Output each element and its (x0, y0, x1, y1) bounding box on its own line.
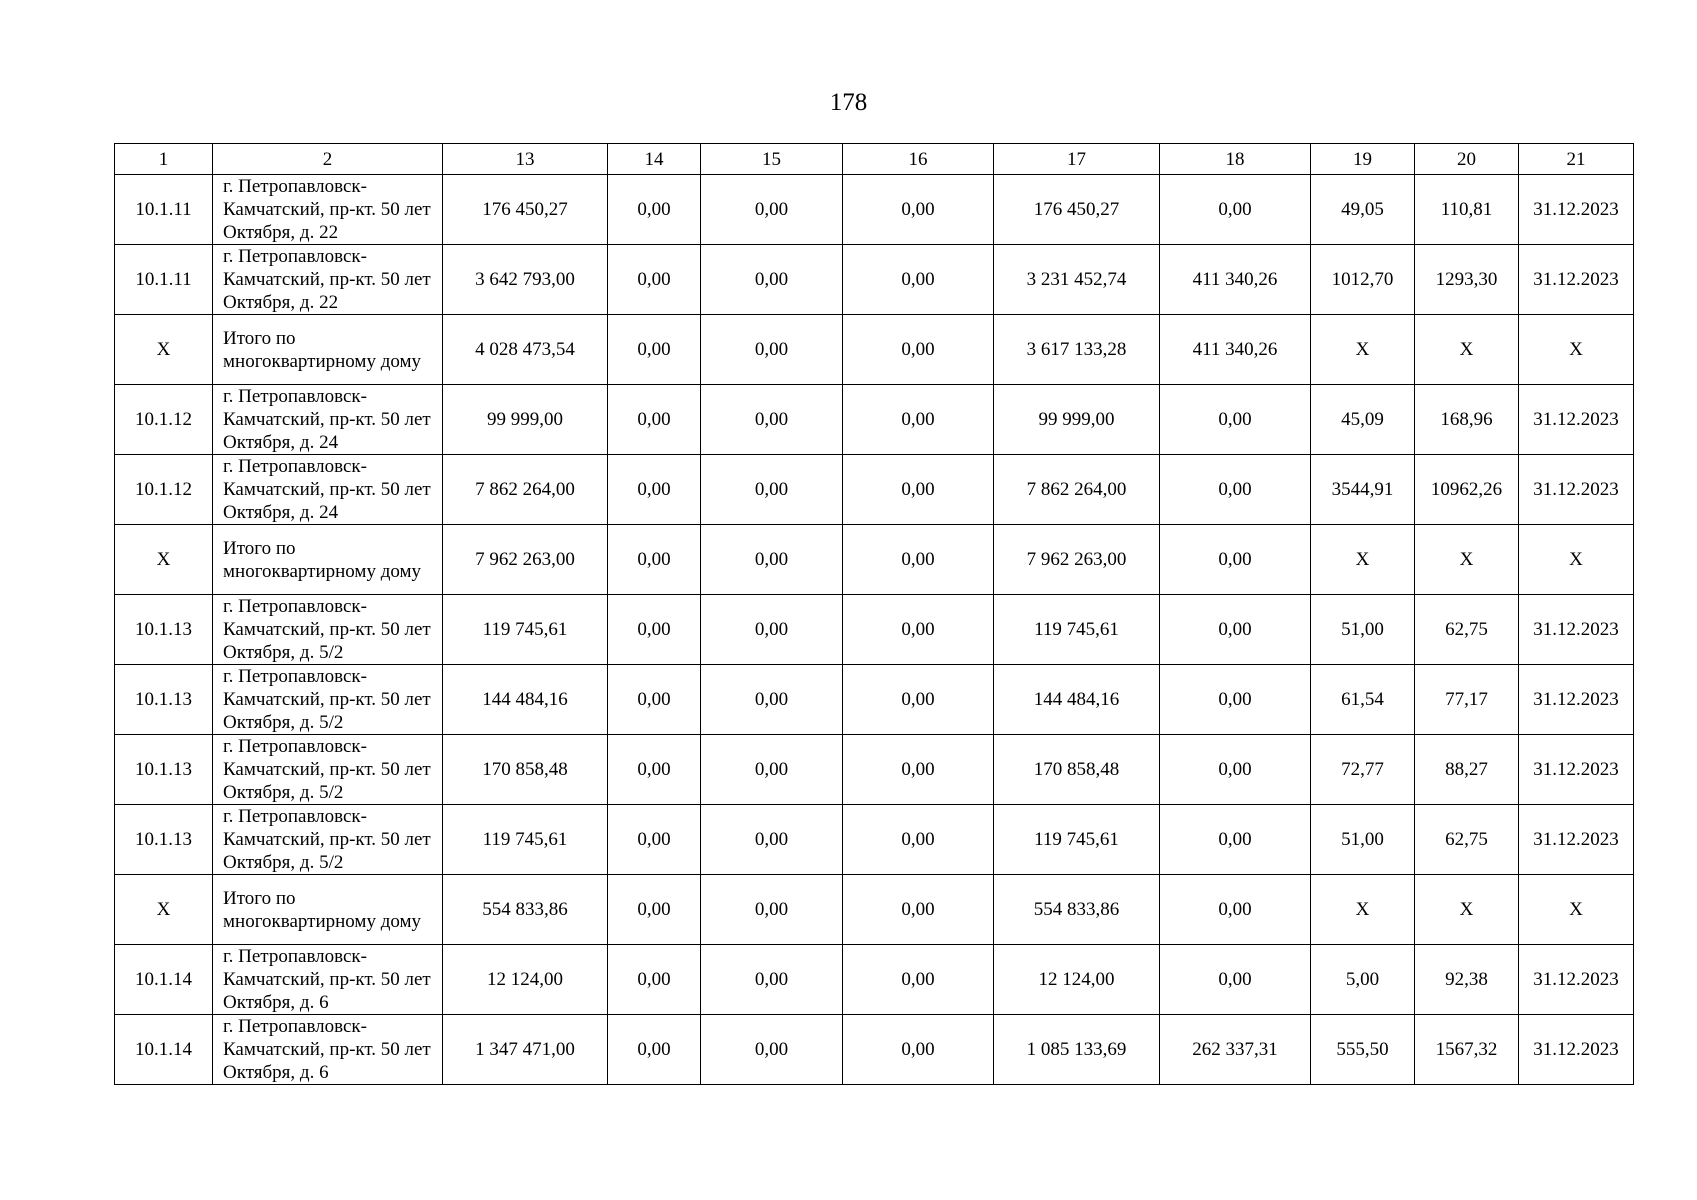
column-header: 14 (608, 144, 701, 175)
table-cell: 168,96 (1415, 385, 1519, 455)
table-cell: X (1415, 525, 1519, 595)
table-cell: 0,00 (608, 735, 701, 805)
table-cell: 0,00 (843, 665, 994, 735)
table-cell: 51,00 (1311, 595, 1415, 665)
table-cell: 31.12.2023 (1519, 385, 1634, 455)
table-cell: 49,05 (1311, 175, 1415, 245)
table-cell: 0,00 (701, 735, 843, 805)
table-cell: 10.1.11 (115, 175, 213, 245)
table-cell: 0,00 (1160, 595, 1311, 665)
table-row (115, 805, 1634, 875)
address-cell: г. Петропавловск-Камчатский, пр-кт. 50 лет Октября, д. 5/2 (213, 595, 443, 665)
table-cell: 5,00 (1311, 945, 1415, 1015)
table-row (115, 595, 1634, 665)
table-cell: 0,00 (1160, 525, 1311, 595)
table-cell: 0,00 (701, 455, 843, 525)
table-cell: 0,00 (608, 525, 701, 595)
table-cell: X (1415, 315, 1519, 385)
table-cell: 62,75 (1415, 595, 1519, 665)
table-cell: 144 484,16 (994, 665, 1160, 735)
table-row (115, 945, 1634, 1015)
table-cell: 0,00 (608, 875, 701, 945)
table-cell: 31.12.2023 (1519, 455, 1634, 525)
table-cell: 0,00 (608, 385, 701, 455)
data-table (114, 143, 1634, 1085)
table-cell: 144 484,16 (443, 665, 608, 735)
address-cell: Итого по многоквартирному дому (213, 875, 443, 945)
table-cell: 0,00 (843, 1015, 994, 1085)
table-row (115, 315, 1634, 385)
table-cell: 119 745,61 (443, 595, 608, 665)
table-cell: 4 028 473,54 (443, 315, 608, 385)
table-cell: 119 745,61 (994, 595, 1160, 665)
column-header: 1 (115, 144, 213, 175)
address-cell: г. Петропавловск-Камчатский, пр-кт. 50 лет Октября, д. 5/2 (213, 805, 443, 875)
column-header: 18 (1160, 144, 1311, 175)
table-cell: 554 833,86 (994, 875, 1160, 945)
table-cell: 0,00 (843, 735, 994, 805)
table-cell: 411 340,26 (1160, 245, 1311, 315)
table-cell: X (115, 525, 213, 595)
table-cell: X (1519, 875, 1634, 945)
table-cell: 0,00 (843, 525, 994, 595)
address-cell: Итого по многоквартирному дому (213, 315, 443, 385)
table-row (115, 665, 1634, 735)
table-cell: 0,00 (608, 595, 701, 665)
table-cell: 0,00 (608, 945, 701, 1015)
table-cell: 1 085 133,69 (994, 1015, 1160, 1085)
table-cell: 0,00 (701, 385, 843, 455)
table-cell: 0,00 (843, 315, 994, 385)
table-cell: 411 340,26 (1160, 315, 1311, 385)
table-cell: 0,00 (701, 805, 843, 875)
table-cell: 7 862 264,00 (443, 455, 608, 525)
table-row (115, 1015, 1634, 1085)
table-cell: 3544,91 (1311, 455, 1415, 525)
table-row (115, 525, 1634, 595)
address-cell: г. Петропавловск-Камчатский, пр-кт. 50 лет Октября, д. 22 (213, 245, 443, 315)
table-cell: 31.12.2023 (1519, 665, 1634, 735)
address-cell: г. Петропавловск-Камчатский, пр-кт. 50 лет Октября, д. 5/2 (213, 735, 443, 805)
table-row (115, 455, 1634, 525)
table-row (115, 735, 1634, 805)
table-cell: X (1311, 315, 1415, 385)
table-cell: 72,77 (1311, 735, 1415, 805)
table-cell: 0,00 (608, 315, 701, 385)
table-cell: 0,00 (608, 175, 701, 245)
column-header: 17 (994, 144, 1160, 175)
column-header: 19 (1311, 144, 1415, 175)
table-cell: 0,00 (608, 805, 701, 875)
table-cell: 77,17 (1415, 665, 1519, 735)
table-row (115, 175, 1634, 245)
table-cell: X (115, 875, 213, 945)
table-cell: 0,00 (1160, 665, 1311, 735)
table-cell: 10.1.13 (115, 665, 213, 735)
table-cell: 0,00 (608, 245, 701, 315)
table-cell: 119 745,61 (443, 805, 608, 875)
table-cell: X (115, 315, 213, 385)
table-cell: 88,27 (1415, 735, 1519, 805)
table-cell: 0,00 (1160, 385, 1311, 455)
table-cell: 0,00 (1160, 945, 1311, 1015)
table-cell: 0,00 (701, 175, 843, 245)
column-header: 13 (443, 144, 608, 175)
table-cell: 31.12.2023 (1519, 175, 1634, 245)
table-cell: 10.1.13 (115, 735, 213, 805)
table-cell: 10.1.11 (115, 245, 213, 315)
table-cell: 176 450,27 (994, 175, 1160, 245)
table-cell: 176 450,27 (443, 175, 608, 245)
table-cell: 31.12.2023 (1519, 1015, 1634, 1085)
address-cell: г. Петропавловск-Камчатский, пр-кт. 50 лет Октября, д. 24 (213, 385, 443, 455)
table-cell: 10.1.14 (115, 1015, 213, 1085)
table-cell: 1293,30 (1415, 245, 1519, 315)
column-header: 2 (213, 144, 443, 175)
address-cell: г. Петропавловск-Камчатский, пр-кт. 50 лет Октября, д. 5/2 (213, 665, 443, 735)
address-cell: г. Петропавловск-Камчатский, пр-кт. 50 лет Октября, д. 6 (213, 1015, 443, 1085)
table-cell: 62,75 (1415, 805, 1519, 875)
table-cell: 7 962 263,00 (994, 525, 1160, 595)
table-cell: 262 337,31 (1160, 1015, 1311, 1085)
address-cell: г. Петропавловск-Камчатский, пр-кт. 50 лет Октября, д. 22 (213, 175, 443, 245)
table-cell: 61,54 (1311, 665, 1415, 735)
table-cell: X (1311, 525, 1415, 595)
table-cell: 1012,70 (1311, 245, 1415, 315)
table-cell: 31.12.2023 (1519, 805, 1634, 875)
table-cell: 0,00 (1160, 875, 1311, 945)
table-cell: 0,00 (1160, 805, 1311, 875)
table-cell: 31.12.2023 (1519, 245, 1634, 315)
table-cell: 1 347 471,00 (443, 1015, 608, 1085)
table-cell: 0,00 (701, 1015, 843, 1085)
table-cell: 99 999,00 (443, 385, 608, 455)
address-cell: г. Петропавловск-Камчатский, пр-кт. 50 лет Октября, д. 24 (213, 455, 443, 525)
table-cell: 31.12.2023 (1519, 595, 1634, 665)
table-cell: 554 833,86 (443, 875, 608, 945)
table-cell: X (1311, 875, 1415, 945)
table-cell: 0,00 (843, 875, 994, 945)
table-cell: 7 862 264,00 (994, 455, 1160, 525)
table-cell: 0,00 (1160, 175, 1311, 245)
table-cell: 0,00 (843, 385, 994, 455)
table-cell: 0,00 (843, 805, 994, 875)
table-cell: 99 999,00 (994, 385, 1160, 455)
table-cell: 92,38 (1415, 945, 1519, 1015)
table-cell: 3 617 133,28 (994, 315, 1160, 385)
table-cell: 0,00 (843, 245, 994, 315)
table-cell: 0,00 (843, 945, 994, 1015)
table-cell: 170 858,48 (994, 735, 1160, 805)
table-row (115, 245, 1634, 315)
table-cell: 0,00 (1160, 455, 1311, 525)
table-cell: X (1519, 525, 1634, 595)
table-body (115, 175, 1634, 1085)
table-cell: 0,00 (843, 595, 994, 665)
table-cell: X (1415, 875, 1519, 945)
table-cell: 0,00 (701, 525, 843, 595)
address-cell: г. Петропавловск-Камчатский, пр-кт. 50 лет Октября, д. 6 (213, 945, 443, 1015)
table-cell: 3 231 452,74 (994, 245, 1160, 315)
table-cell: 0,00 (608, 1015, 701, 1085)
table-cell: 0,00 (843, 175, 994, 245)
table-cell: 45,09 (1311, 385, 1415, 455)
column-header: 21 (1519, 144, 1634, 175)
table-cell: 0,00 (1160, 735, 1311, 805)
column-header: 20 (1415, 144, 1519, 175)
table-cell: 12 124,00 (994, 945, 1160, 1015)
page-number: 178 (829, 89, 868, 116)
table-cell: 10.1.13 (115, 595, 213, 665)
table-cell: 7 962 263,00 (443, 525, 608, 595)
table-cell: 10.1.12 (115, 455, 213, 525)
column-header: 15 (701, 144, 843, 175)
table-cell: 51,00 (1311, 805, 1415, 875)
table-cell: 31.12.2023 (1519, 735, 1634, 805)
table-cell: 3 642 793,00 (443, 245, 608, 315)
table-cell: 0,00 (701, 945, 843, 1015)
table-cell: 10.1.12 (115, 385, 213, 455)
table-cell: 555,50 (1311, 1015, 1415, 1085)
table-cell: 0,00 (608, 455, 701, 525)
table-row (115, 875, 1634, 945)
table-cell: 31.12.2023 (1519, 945, 1634, 1015)
address-cell: Итого по многоквартирному дому (213, 525, 443, 595)
table-cell: 119 745,61 (994, 805, 1160, 875)
column-header: 16 (843, 144, 994, 175)
table-cell: 0,00 (701, 245, 843, 315)
table-cell: 1567,32 (1415, 1015, 1519, 1085)
table-cell: 10.1.14 (115, 945, 213, 1015)
table-cell: 110,81 (1415, 175, 1519, 245)
table-cell: 12 124,00 (443, 945, 608, 1015)
table-cell: 10962,26 (1415, 455, 1519, 525)
table-row (115, 385, 1634, 455)
table-cell: 0,00 (701, 665, 843, 735)
table-cell: 0,00 (608, 665, 701, 735)
table-cell: 0,00 (701, 875, 843, 945)
table-cell: 0,00 (843, 455, 994, 525)
table-cell: 10.1.13 (115, 805, 213, 875)
table-cell: 170 858,48 (443, 735, 608, 805)
table-cell: 0,00 (701, 315, 843, 385)
table-header-row (115, 144, 1634, 175)
table-cell: 0,00 (701, 595, 843, 665)
table-cell: X (1519, 315, 1634, 385)
